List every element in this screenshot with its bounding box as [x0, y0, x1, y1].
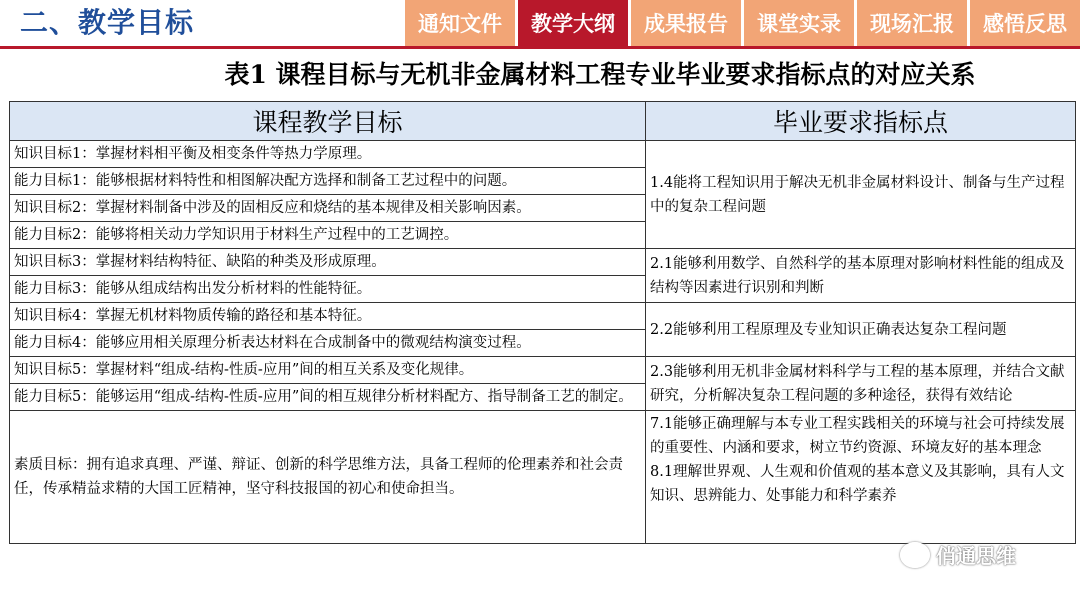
col-header-requirements: 毕业要求指标点 — [646, 102, 1076, 141]
requirement-cell-multi — [646, 411, 1076, 544]
col-header-objectives: 课程教学目标 — [10, 102, 646, 141]
table-row — [10, 141, 1076, 168]
objective-cell-quality: 素质目标：拥有追求真理、严谨、辩证、创新的科学思维方法，具备工程师的伦理素养和社会责任，传承精益求精的大国工匠精神，坚守科技报国的初心和使命担当。 — [10, 411, 646, 544]
objective-cell: 能力目标4：能够应用相关原理分析表达材料在合成制备中的微观结构演变过程。 — [10, 330, 646, 357]
requirement-item: 8.1理解世界观、人生观和价值观的基本意义及其影响，具有人文知识、思辨能力、处事能力和科学素养 — [650, 464, 1065, 504]
tab-report[interactable]: 成果报告 — [631, 0, 741, 46]
objective-cell: 知识目标3：掌握材料结构特征、缺陷的种类及形成原理。 — [10, 249, 646, 276]
watermark — [900, 540, 1016, 569]
table-row — [10, 411, 1076, 544]
table-row — [10, 303, 1076, 330]
requirement-cell: 2.2能够利用工程原理及专业知识正确表达复杂工程问题 — [646, 303, 1076, 357]
requirement-cell: 2.1能够利用数学、自然科学的基本原理对影响材料性能的组成及结构等因素进行识别和判断 — [646, 249, 1076, 303]
objective-cell: 能力目标2：能够将相关动力学知识用于材料生产过程中的工艺调控。 — [10, 222, 646, 249]
objective-cell: 知识目标1：掌握材料相平衡及相变条件等热力学原理。 — [10, 141, 646, 168]
objective-cell: 能力目标5：能够运用“组成-结构-性质-应用”间的相互规律分析材料配方、指导制备工艺的制定。 — [10, 384, 646, 411]
section-title: 二、教学目标 — [20, 6, 195, 39]
table-row — [10, 357, 1076, 384]
requirement-cell: 2.3能够利用无机非金属材料科学与工程的基本原理，并结合文献研究，分析解决复杂工程问题的多种途径，获得有效结论 — [646, 357, 1076, 411]
tab-syllabus[interactable]: 教学大纲 — [518, 0, 628, 46]
header-bar — [0, 0, 1080, 46]
requirement-cell: 1.4能将工程知识用于解决无机非金属材料设计、制备与生产过程中的复杂工程问题 — [646, 141, 1076, 249]
watermark-text: 俏通思维 — [936, 544, 1016, 568]
tab-classroom[interactable]: 课堂实录 — [744, 0, 854, 46]
nav-tabs — [402, 0, 1080, 46]
objective-cell: 知识目标5：掌握材料“组成-结构-性质-应用”间的相互关系及变化规律。 — [10, 357, 646, 384]
requirement-item: 7.1能够正确理解与本专业工程实践相关的环境与社会可持续发展的重要性、内涵和要求，树立节约资源、环境友好的基本理念 — [650, 416, 1065, 456]
table-title: 表1 课程目标与无机非金属材料工程专业毕业要求指标点的对应关系 — [224, 60, 976, 89]
header-divider — [0, 46, 1080, 49]
objective-cell: 知识目标2：掌握材料制备中涉及的固相反应和烧结的基本规律及相关影响因素。 — [10, 195, 646, 222]
objective-cell: 知识目标4：掌握无机材料物质传输的路径和基本特征。 — [10, 303, 646, 330]
objectives-table — [9, 101, 1076, 544]
tab-notice[interactable]: 通知文件 — [405, 0, 515, 46]
objective-cell: 能力目标1：能够根据材料特性和相图解决配方选择和制备工艺过程中的问题。 — [10, 168, 646, 195]
tab-reflection[interactable]: 感悟反思 — [970, 0, 1080, 46]
table-row — [10, 249, 1076, 276]
objective-cell: 能力目标3：能够从组成结构出发分析材料的性能特征。 — [10, 276, 646, 303]
table-header-row — [10, 102, 1076, 141]
chat-bubble-icon — [900, 542, 930, 568]
tab-presentation[interactable]: 现场汇报 — [857, 0, 967, 46]
